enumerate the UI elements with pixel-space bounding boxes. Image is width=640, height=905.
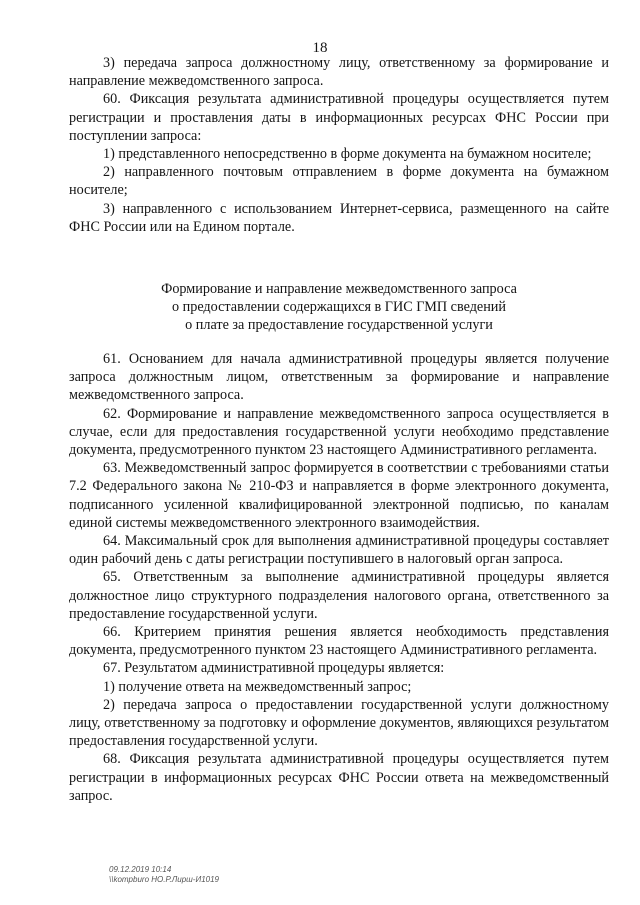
print-path: \\kompburo НО.Р.Лирш-И1019	[109, 875, 219, 884]
heading-line: Формирование и направление межведомственного запроса	[161, 281, 517, 297]
text-block-1	[69, 54, 609, 236]
section-heading	[69, 280, 609, 335]
paragraph: 67. Результатом административной процедуры является:	[103, 660, 445, 677]
paragraph: 1) получение ответа на межведомственный запрос;	[103, 678, 412, 695]
paragraph: 65. Ответственным за выполнение административной процедуры является должностное лицо структурного подразделения налогового органа, ответственного за предоставление государственной услуги.	[69, 569, 609, 622]
paragraph: 3) направленного с использованием Интернет-сервиса, размещенного на сайте ФНС России или на Едином портале.	[69, 200, 609, 235]
paragraph: 68. Фиксация результата административной процедуры осуществляется путем регистрации в информационных ресурсах ФНС России ответа на межведомственный запрос.	[69, 751, 609, 804]
paragraph: 1) представленного непосредственно в форме документа на бумажном носителе;	[103, 146, 592, 163]
page-number: 18	[312, 40, 328, 56]
heading-line: о плате за предоставление государственной услуги	[185, 317, 493, 334]
print-timestamp: 09.12.2019 10:14	[109, 865, 172, 874]
paragraph: 60. Фиксация результата административной процедуры осуществляется путем регистрации и проставления даты в информационных ресурсах ФНС России при поступлении запроса:	[69, 91, 609, 144]
paragraph: 3) передача запроса должностному лицу, ответственному за формирование и направление межведомственного запроса.	[69, 55, 609, 90]
heading-line: о предоставлении содержащихся в ГИС ГМП сведений	[172, 299, 506, 316]
print-stamp	[109, 865, 219, 885]
text-block-2	[69, 350, 609, 805]
paragraph: 61. Основанием для начала административной процедуры является получение запроса должностным лицом, ответственным за формирование и направление межведомственного запроса.	[69, 351, 609, 404]
paragraph: 64. Максимальный срок для выполнения административной процедуры составляет один рабочий день с даты регистрации поступившего в налоговый орган запроса.	[69, 533, 609, 568]
paragraph: 62. Формирование и направление межведомственного запроса осуществляется в случае, если для предоставления государственной услуги необходимо представление документа, предусмотренного пунктом 23 настоящего Административного регламента.	[69, 405, 609, 459]
paragraph: 63. Межведомственный запрос формируется в соответствии с требованиями статьи 7.2 Федерального закона № 210-ФЗ и направляется в форме электронного документа, подписанного усиленной квалифицированной электронной подписью, по каналам единой системы межведомственного электронного взаимодействия.	[69, 460, 609, 531]
paragraph: 66. Критерием принятия решения является необходимость представления документа, предусмотренного пунктом 23 настоящего Административного регламента.	[69, 624, 609, 659]
paragraph: 2) направленного почтовым отправлением в форме документа на бумажном носителе;	[69, 164, 609, 199]
paragraph: 2) передача запроса о предоставлении государственной услуги должностному лицу, ответственному за подготовку и оформление документов, являющихся результатом предоставления государственной услуги.	[69, 696, 609, 750]
